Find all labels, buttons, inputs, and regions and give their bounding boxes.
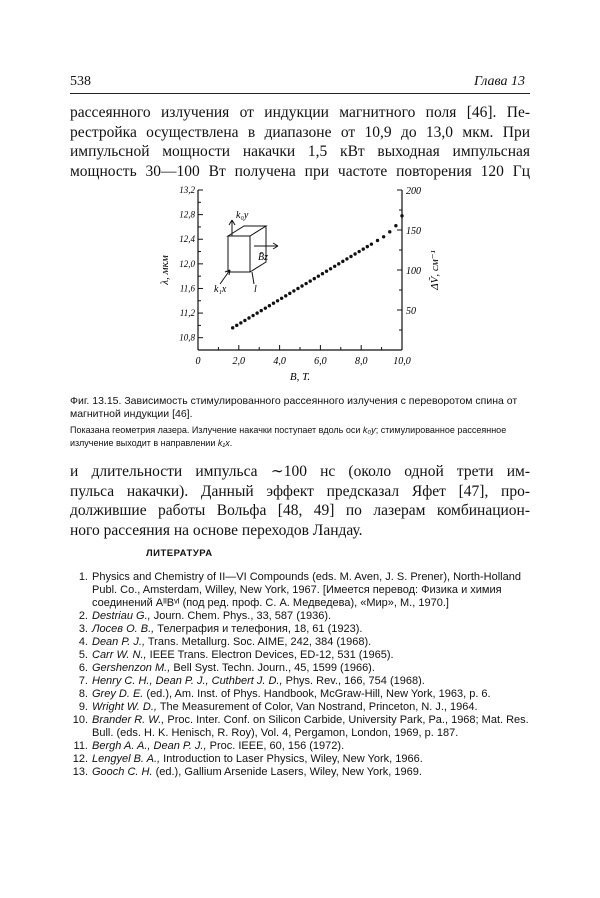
reference-number: 10. [72, 714, 88, 726]
reference-text: Phys. Rev., 166, 754 (1968). [282, 675, 425, 687]
reference-text: IEEE Trans. Electron Devices, ED-12, 531 (1965). [146, 649, 394, 661]
reference-item [70, 662, 530, 675]
text-line: импульсной мощности накачки 1,5 кВт выходная импульсная [70, 143, 530, 160]
literature-heading: ЛИТЕРАТУРА [146, 548, 213, 559]
reference-item [70, 688, 530, 701]
data-point [353, 252, 356, 255]
data-point [231, 326, 234, 329]
data-point [325, 270, 328, 273]
y-tick-label: 12,0 [179, 258, 195, 269]
reference-author: Grey D. E. [92, 688, 144, 700]
reference-list [70, 571, 530, 779]
reference-text: Physics and Chemistry of II—VI Compounds (eds. M. Aven, J. S. Prener), North-Holland Publ. Co., Amsterdam, Willey, New York, 1967. [Имеется перевод: Физика и химия соединений AᴵᴵBᵛᴵ (под ред. проф. С. А. Медведева), «Мир», М., 1970.] [92, 571, 521, 609]
data-point [362, 247, 365, 250]
y2-tick-label: 100 [406, 266, 421, 277]
reference-number: 2. [78, 610, 88, 622]
k1x-label: k₁x [214, 284, 227, 295]
data-point [268, 304, 271, 307]
x-tick-label: 2,0 [232, 356, 246, 367]
lambda-vs-b-chart [150, 180, 450, 392]
reference-item [70, 701, 530, 714]
x-tick-label: 0 [195, 356, 201, 367]
reference-number: 1. [78, 571, 88, 583]
reference-item [70, 623, 530, 636]
reference-item [70, 766, 530, 779]
reference-number: 4. [78, 636, 88, 648]
data-point [255, 311, 258, 314]
data-point [382, 235, 385, 238]
reference-item [70, 714, 530, 740]
text-line: рестройка осуществлена в диапазоне от 10,9 до 13,0 мкм. При [70, 123, 530, 141]
data-point [366, 245, 369, 248]
data-point [400, 214, 403, 217]
data-point [337, 262, 340, 265]
reference-number: 13. [72, 766, 88, 778]
data-point [349, 255, 352, 258]
y2-axis-label: ΔṼ, см⁻¹ [429, 250, 441, 290]
reference-item [70, 753, 530, 766]
reference-author: Gershenzon M., [92, 662, 171, 674]
text-line: ного рассеяния на основе переходов Ландау. [70, 521, 363, 539]
reference-item [70, 740, 530, 753]
data-point [296, 287, 299, 290]
reference-item [70, 636, 530, 649]
caption-k0y: k₀y [362, 425, 376, 435]
data-point [235, 324, 238, 327]
reference-author: Лосев О. В., [92, 623, 155, 635]
y2-tick-label: 50 [406, 306, 416, 317]
data-point [260, 309, 263, 312]
caption-note-part1: Показана геометрия лазера. Излучение накачки поступает вдоль оси [70, 425, 363, 435]
reference-item [70, 571, 530, 610]
data-point [341, 260, 344, 263]
x-tick-label: 6,0 [314, 356, 327, 367]
bz-label: B̄z [258, 252, 268, 263]
data-point [239, 321, 242, 324]
reference-number: 11. [73, 740, 88, 752]
l-label: l [254, 284, 257, 295]
laser-geometry-inset [220, 220, 278, 284]
reference-number: 7. [78, 675, 88, 687]
data-point [388, 230, 391, 233]
reference-item [70, 610, 530, 623]
caption-note-end: . [229, 438, 233, 448]
reference-author: Henry C. H., Dean P. J., Cuthbert J. D., [92, 675, 283, 687]
reference-number: 5. [78, 649, 88, 661]
data-point [376, 239, 379, 242]
reference-item [70, 649, 530, 662]
text-line: мощность 30—100 Вт получена при частоте повторения 120 Гц [70, 162, 530, 180]
reference-number: 9. [78, 701, 88, 713]
text-line: пульса накачки). Данный эффект предсказал Яфет [47], про- [70, 482, 530, 500]
reference-text: Телеграфия и телефония, 18, 61 (1923). [154, 623, 363, 635]
paragraph-bottom [70, 462, 530, 540]
y-axis-label: λ, мкм [159, 255, 171, 285]
x-axis-label: B, T. [289, 371, 311, 383]
data-point [394, 224, 397, 227]
data-point [284, 294, 287, 297]
data-point [280, 297, 283, 300]
data-point [357, 250, 360, 253]
reference-number: 8. [78, 688, 88, 700]
data-point [370, 242, 373, 245]
data-point [321, 272, 324, 275]
reference-number: 12. [72, 753, 88, 765]
reference-text: The Measurement of Color, Van Nostrand, Princeton, N. J., 1964. [156, 701, 478, 713]
reference-author: Gooch C. H. [92, 766, 153, 778]
data-point [288, 292, 291, 295]
reference-text: Introduction to Laser Physics, Wiley, New York, 1966. [160, 753, 423, 765]
reference-text: Proc. IEEE, 60, 156 (1972). [206, 740, 345, 752]
k0y-label: k₀y [236, 210, 249, 221]
caption-k1x: k₁x [217, 438, 230, 448]
data-point [345, 257, 348, 260]
data-point [272, 302, 275, 305]
y-tick-label: 11,2 [179, 308, 195, 319]
reference-author: Bergh A. A., Dean P. J., [92, 740, 207, 752]
y2-tick-label: 150 [406, 226, 421, 237]
reference-number: 6. [78, 662, 88, 674]
reference-number: 3. [78, 623, 88, 635]
reference-author: Dean P. J., [92, 636, 145, 648]
y2-tick-label: 200 [406, 186, 421, 197]
y-tick-label: 13,2 [179, 185, 195, 195]
x-tick-label: 10,0 [393, 356, 411, 367]
data-point [300, 284, 303, 287]
reference-text: (ed.), Am. Inst. of Phys. Handbook, McGraw-Hill, New York, 1963, p. 6. [143, 688, 491, 700]
reference-author: Carr W. N., [92, 649, 147, 661]
data-point [329, 267, 332, 270]
text-line: и длительности импульса ∼100 нс (около одной трети им- [70, 463, 530, 480]
text-line: должившие работы Вольфа [48, 49] по лазерам комбинацион- [70, 502, 530, 519]
data-point [313, 277, 316, 280]
y-tick-label: 12,8 [179, 209, 195, 220]
data-point [292, 289, 295, 292]
data-point [276, 299, 279, 302]
data-point [309, 279, 312, 282]
y-tick-label: 11,6 [179, 283, 195, 294]
reference-author: Destriau G., [92, 610, 151, 622]
data-point [251, 314, 254, 317]
reference-author: Brander R. W., [92, 714, 165, 726]
y-tick-label: 10,8 [179, 332, 195, 343]
figure-caption: Фиг. 13.15. Зависимость стимулированного рассеянного излучения с переворотом спина от магнитной индукции [46]. [70, 395, 518, 420]
reference-text: Journ. Chem. Phys., 33, 587 (1936). [150, 610, 332, 622]
figure-caption-note [70, 424, 530, 450]
reference-item [70, 675, 530, 688]
data-point [243, 319, 246, 322]
data-point [317, 274, 320, 277]
reference-text: Proc. Inter. Conf. on Silicon Carbide, University Park, Pa., 1968; Mat. Res. Bull. (eds. H. K. Henisch, R. Roy), Vol. 4, Pergamon, London, 1969, p. 187. [92, 714, 529, 739]
reference-author: Lengyel B. A., [92, 753, 161, 765]
y-tick-label: 12,4 [179, 234, 195, 245]
reference-author: Wright W. D., [92, 701, 157, 713]
chapter-title: Глава 13 [474, 74, 525, 89]
reference-text: (ed.), Gallium Arsenide Lasers, Wiley, New York, 1969. [152, 766, 422, 778]
x-tick-label: 8,0 [354, 356, 368, 367]
x-tick-label: 4,0 [273, 356, 286, 367]
data-point [304, 282, 307, 285]
data-point [264, 306, 267, 309]
paragraph-top [70, 103, 530, 181]
page-number: 538 [70, 74, 91, 89]
reference-text: Bell Syst. Techn. Journ., 45, 1599 (1966). [170, 662, 375, 674]
text-line: рассеянного излучения от индукции магнитного поля [46]. Пе- [70, 104, 530, 121]
reference-text: Trans. Metallurg. Soc. AIME, 242, 384 (1968). [145, 636, 372, 648]
data-point [247, 316, 250, 319]
header-rule [70, 93, 530, 94]
data-point [333, 265, 336, 268]
caption-note-part2: ; стимулированное рассеянное излучение выходит в направлении [70, 425, 507, 448]
